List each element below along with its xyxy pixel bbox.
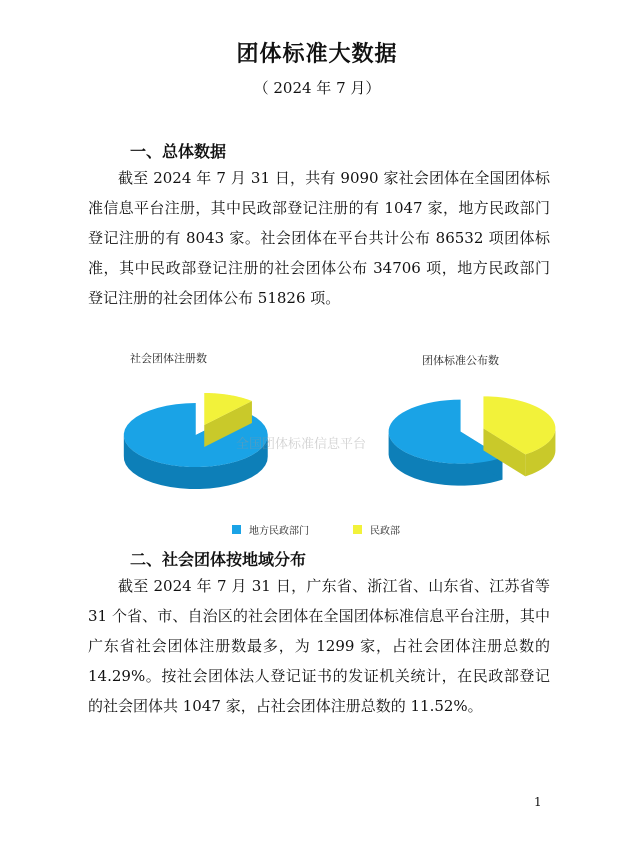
chart-title-registrations: 社会团体注册数 <box>130 352 207 365</box>
legend-item-ministry <box>353 522 400 537</box>
page-number: 1 <box>534 795 542 809</box>
legend-swatch-ministry <box>353 525 362 534</box>
section-paragraph-region: 截至 2024 年 7 月 31 日，广东省、浙江省、山东省、江苏省等 31 个省、市、自治区的社会团体在全国团体标准信息平台注册，其中广东省社会团体注册数最多，为 1299 家，占社会团体注册总数的 14.29%。按社会团体法人登记证书的发证机关统计，在民政部登记的社会团体共 1047 家，占社会团体注册总数的 11.52%。 <box>88 577 550 715</box>
document-title: 团体标准大数据 <box>236 42 398 67</box>
chart-legend <box>232 522 444 537</box>
pie-chart-standards <box>372 385 572 505</box>
watermark: 全国团体标准信息平台 <box>236 437 367 452</box>
chart-title-standards: 团体标准公布数 <box>422 354 499 367</box>
section-heading-overall: 一、总体数据 <box>130 142 227 161</box>
legend-swatch-local <box>232 525 241 534</box>
section-heading-region: 二、社会团体按地域分布 <box>130 550 307 569</box>
legend-item-local <box>232 522 309 537</box>
legend-label-ministry: 民政部 <box>370 526 400 537</box>
section-paragraph-overall: 截至 2024 年 7 月 31 日，共有 9090 家社会团体在全国团体标准信息平台注册，其中民政部登记注册的有 1047 家，地方民政部门登记注册的有 8043 家。社会团体在平台共计公布 86532 项团体标准，其中民政部登记注册的社会团体公布 34706 项，地方民政部门登记注册的社会团体公布 51826 项。 <box>88 169 550 307</box>
legend-label-local: 地方民政部门 <box>249 526 309 537</box>
document-subtitle: （ 2024 年 7 月） <box>253 79 381 97</box>
